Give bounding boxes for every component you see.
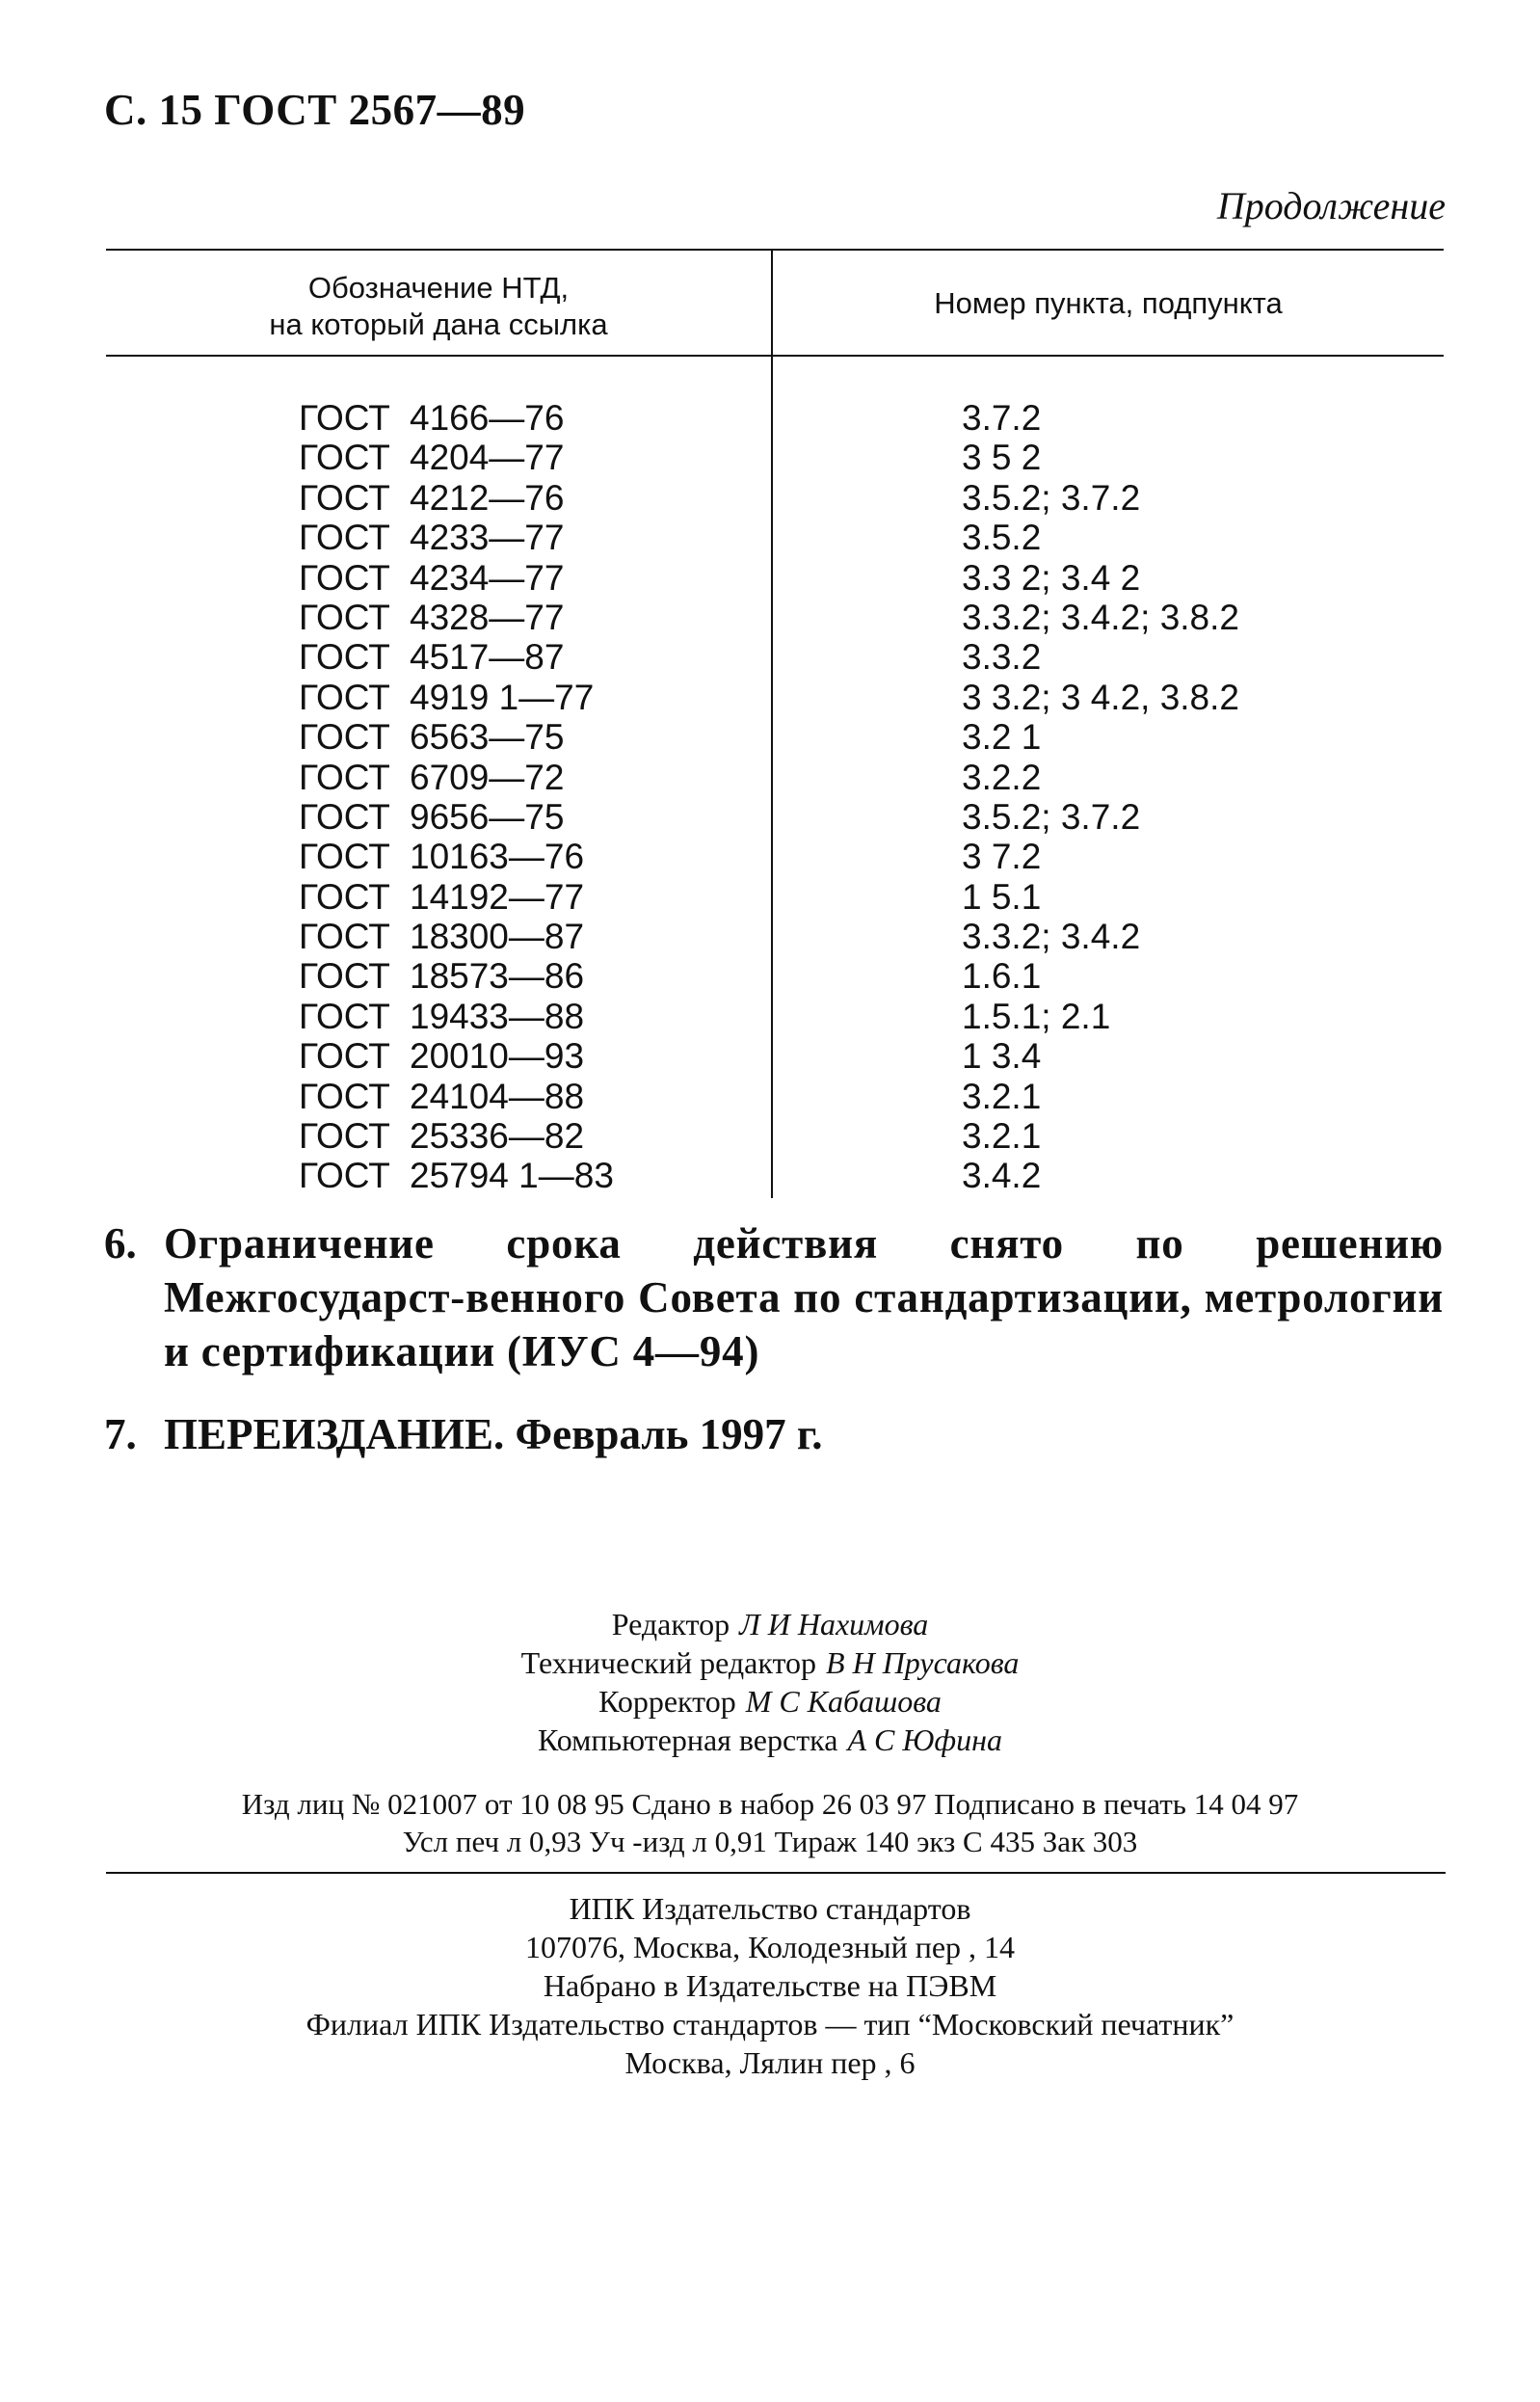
- clause-points-cell: 3.3.2; 3.4.2; 3.8.2: [962, 597, 1239, 637]
- standard-number: 20010—93: [410, 1036, 585, 1077]
- standard-prefix: ГОСТ: [299, 1156, 390, 1196]
- clause-number: 6.: [104, 1219, 137, 1268]
- standard-number: 18573—86: [410, 956, 585, 997]
- imprint-line: Усл печ л 0,93 Уч -изд л 0,91 Тираж 140 экз С 435 Зак 303: [402, 1825, 1138, 1858]
- column-header-points: Номер пункта, подпункта: [934, 286, 1283, 320]
- clause-points-cell: 3.3 2; 3.4 2: [962, 557, 1141, 598]
- clause-points-cell: 3.3.2; 3.4.2: [962, 917, 1141, 957]
- ntd-designation-cell: [299, 997, 584, 1036]
- ntd-designation-cell: [299, 438, 564, 477]
- table-row: [106, 877, 1444, 917]
- standard-prefix: ГОСТ: [299, 996, 390, 1036]
- ntd-designation-cell: [299, 398, 564, 438]
- ntd-designation-cell: [299, 1116, 584, 1156]
- continuation-label: Продолжение: [1216, 184, 1446, 227]
- standard-number: 25336—82: [410, 1116, 585, 1157]
- clause-text: Ограничение срока действия снято по решению Межгосударст-венного Совета по стандартизации, метрологии и сертификации (ИУС 4—94): [164, 1219, 1444, 1375]
- clauses: [104, 1216, 1444, 1461]
- standard-number: 4328—77: [410, 597, 565, 637]
- table-row: [106, 637, 1444, 677]
- ntd-designation-cell: [299, 1036, 584, 1076]
- ntd-designation-cell: [299, 797, 564, 837]
- ntd-designation-cell: [299, 478, 564, 518]
- standard-prefix: ГОСТ: [299, 1036, 390, 1077]
- standard-number: 4234—77: [410, 557, 565, 598]
- table-row: [106, 1077, 1444, 1116]
- table-row: [106, 717, 1444, 757]
- publisher-line: Набрано в Издательстве на ПЭВМ: [543, 1968, 997, 2003]
- ntd-designation-cell: [299, 717, 564, 757]
- ntd-designation-cell: [299, 1156, 614, 1195]
- publisher-line: 107076, Москва, Колодезный пер , 14: [524, 1930, 1016, 1964]
- ntd-designation-cell: [299, 837, 584, 876]
- credit-name: Л И Нахимова: [739, 1607, 929, 1641]
- clause-points-cell: 1.6.1: [962, 956, 1042, 997]
- table-row: [106, 837, 1444, 876]
- standard-prefix: ГОСТ: [299, 917, 390, 957]
- clause-6: [104, 1216, 1444, 1378]
- table-row: [106, 1116, 1444, 1156]
- publisher-info: [0, 1889, 1540, 2082]
- standard-prefix: ГОСТ: [299, 956, 390, 997]
- standard-prefix: ГОСТ: [299, 1076, 390, 1116]
- imprint: [0, 1785, 1540, 1860]
- clause-points-cell: 3.7.2: [962, 398, 1042, 438]
- credit-role: Корректор: [598, 1684, 736, 1719]
- table-row: [106, 997, 1444, 1036]
- column-header-line: на который дана ссылка: [269, 307, 608, 341]
- table-row: [106, 1036, 1444, 1076]
- clause-points-cell: 1.5.1; 2.1: [962, 996, 1111, 1036]
- imprint-line: Изд лиц № 021007 от 10 08 95 Сдано в набор 26 03 97 Подписано в печать 14 04 97: [241, 1787, 1299, 1821]
- clause-number: 7.: [104, 1410, 137, 1458]
- clause-points-cell: 3.2 1: [962, 717, 1042, 758]
- credit-role: Компьютерная верстка: [538, 1722, 838, 1757]
- standard-number: 4919 1—77: [410, 677, 595, 717]
- publisher-line: Москва, Лялин пер , 6: [624, 2045, 916, 2080]
- clause-points-cell: 3.5.2; 3.7.2: [962, 796, 1141, 837]
- credit-proofreader: [0, 1682, 1540, 1721]
- standard-prefix: ГОСТ: [299, 398, 390, 438]
- standard-number: 4166—76: [410, 398, 565, 438]
- ntd-designation-cell: [299, 598, 564, 637]
- table-row: [106, 797, 1444, 837]
- standard-number: 10163—76: [410, 837, 585, 877]
- standard-prefix: ГОСТ: [299, 557, 390, 598]
- credit-role: Редактор: [611, 1607, 730, 1641]
- table-body: [106, 398, 1444, 1196]
- clause-7: [104, 1407, 1444, 1461]
- standard-prefix: ГОСТ: [299, 757, 390, 797]
- credit-layout: [0, 1721, 1540, 1759]
- clause-points-cell: 3 7.2: [962, 837, 1042, 877]
- credit-tech-editor: [0, 1643, 1540, 1682]
- ntd-designation-cell: [299, 558, 564, 598]
- standard-prefix: ГОСТ: [299, 518, 390, 558]
- clause-points-cell: 1 5.1: [962, 876, 1042, 917]
- table-row: [106, 398, 1444, 438]
- clause-points-cell: 3 3.2; 3 4.2, 3.8.2: [962, 677, 1239, 717]
- standard-prefix: ГОСТ: [299, 677, 390, 717]
- clause-points-cell: 3 5 2: [962, 438, 1042, 478]
- standard-prefix: ГОСТ: [299, 637, 390, 678]
- credit-name: А С Юфина: [847, 1722, 1002, 1757]
- table-row: [106, 598, 1444, 637]
- table-row: [106, 478, 1444, 518]
- standard-number: 14192—77: [410, 876, 585, 917]
- standard-number: 9656—75: [410, 796, 565, 837]
- table-row: [106, 758, 1444, 797]
- table-row: [106, 956, 1444, 996]
- ntd-designation-cell: [299, 678, 594, 717]
- standard-number: 19433—88: [410, 996, 585, 1036]
- ntd-designation-cell: [299, 518, 564, 557]
- clause-points-cell: 3.5.2; 3.7.2: [962, 477, 1141, 518]
- standard-prefix: ГОСТ: [299, 796, 390, 837]
- standard-prefix: ГОСТ: [299, 1116, 390, 1157]
- standard-number: 4212—76: [410, 477, 565, 518]
- standard-number: 4204—77: [410, 438, 565, 478]
- clause-points-cell: 3.3.2: [962, 637, 1042, 678]
- standard-prefix: ГОСТ: [299, 837, 390, 877]
- publisher-line: Филиал ИПК Издательство стандартов — тип “Московский печатник”: [305, 2007, 1235, 2042]
- clause-points-cell: 3.2.2: [962, 757, 1042, 797]
- table-row: [106, 1156, 1444, 1195]
- credits: [0, 1605, 1540, 1759]
- table-top-rule: [106, 249, 1444, 251]
- ntd-designation-cell: [299, 917, 584, 956]
- table-row: [106, 678, 1444, 717]
- standard-number: 4233—77: [410, 518, 565, 558]
- credit-editor: [0, 1605, 1540, 1643]
- column-header-line: Обозначение НТД,: [307, 271, 570, 305]
- ntd-designation-cell: [299, 1077, 584, 1116]
- clause-points-cell: 3.2.1: [962, 1116, 1042, 1157]
- standard-prefix: ГОСТ: [299, 597, 390, 637]
- standard-prefix: ГОСТ: [299, 438, 390, 478]
- standard-number: 4517—87: [410, 637, 565, 678]
- table-header-rule: [106, 355, 1444, 357]
- standard-number: 6563—75: [410, 717, 565, 758]
- ntd-designation-cell: [299, 758, 564, 797]
- standard-prefix: ГОСТ: [299, 717, 390, 758]
- standard-prefix: ГОСТ: [299, 477, 390, 518]
- credit-name: В Н Прусакова: [826, 1645, 1020, 1680]
- credit-role: Технический редактор: [520, 1645, 817, 1680]
- table-row: [106, 518, 1444, 557]
- standard-number: 25794 1—83: [410, 1156, 614, 1196]
- standard-number: 24104—88: [410, 1076, 585, 1116]
- clause-points-cell: 3.5.2: [962, 518, 1042, 558]
- ntd-designation-cell: [299, 877, 584, 917]
- page-header: С. 15 ГОСТ 2567—89: [104, 86, 526, 134]
- clause-points-cell: 3.4.2: [962, 1156, 1042, 1196]
- standard-prefix: ГОСТ: [299, 876, 390, 917]
- clause-text: ПЕРЕИЗДАНИЕ. Февраль 1997 г.: [164, 1410, 823, 1458]
- publisher-line: ИПК Издательство стандартов: [569, 1891, 971, 1926]
- table-row: [106, 558, 1444, 598]
- table-row: [106, 438, 1444, 477]
- clause-points-cell: 3.2.1: [962, 1076, 1042, 1116]
- standard-number: 6709—72: [410, 757, 565, 797]
- ntd-designation-cell: [299, 637, 564, 677]
- clause-points-cell: 1 3.4: [962, 1036, 1042, 1077]
- standard-number: 18300—87: [410, 917, 585, 957]
- table-row: [106, 917, 1444, 956]
- ntd-designation-cell: [299, 956, 584, 996]
- credit-name: М С Кабашова: [745, 1684, 942, 1719]
- imprint-rule: [106, 1872, 1446, 1874]
- column-header-designation: [106, 270, 771, 343]
